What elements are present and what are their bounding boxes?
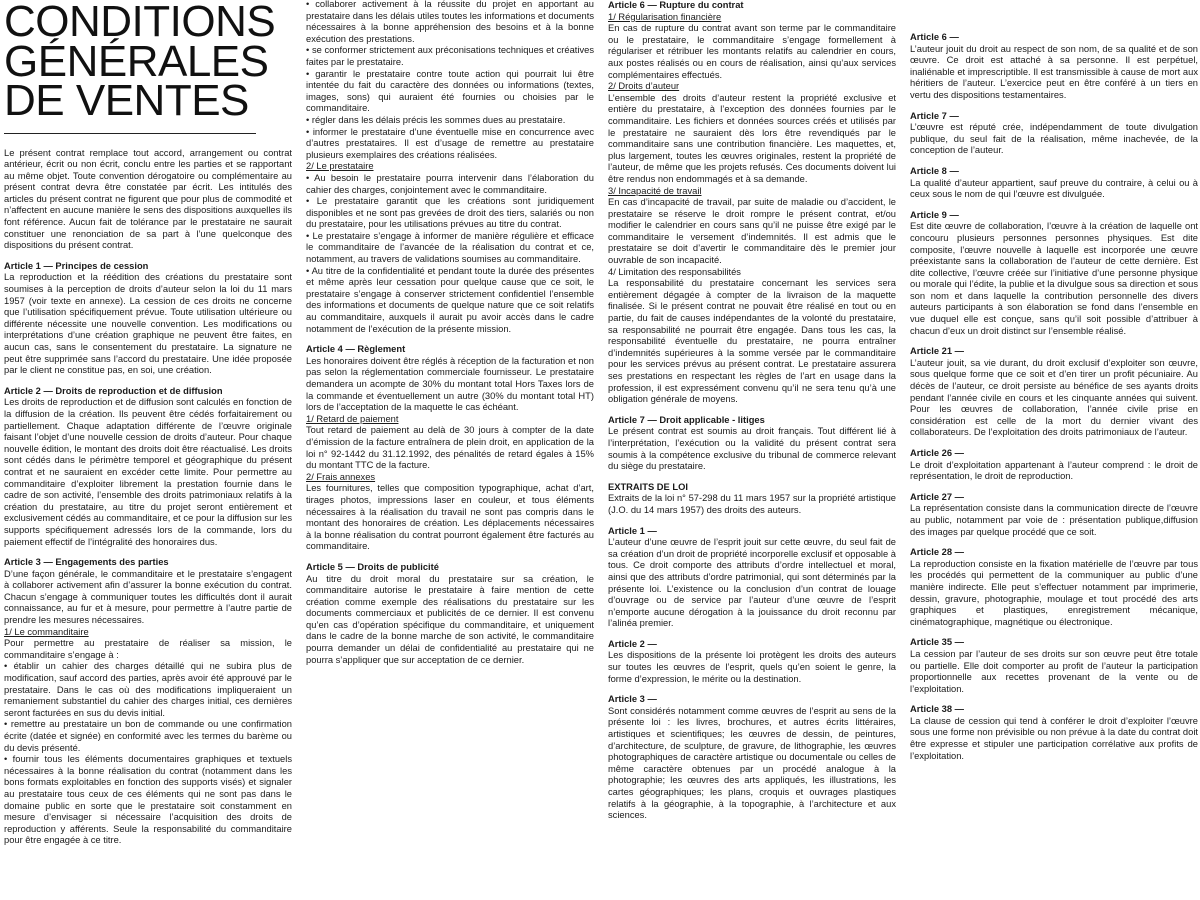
law-article-26-heading: Article 26 — xyxy=(910,448,965,458)
article-6-heading: Article 6 — Rupture du contrat xyxy=(608,0,744,10)
law-article-6-body: L’auteur jouit du droit au respect de son nom, de sa qualité et de son œuvre. Ce droit est attaché à sa personne. Il est perpétuel, inaliénable et imprescriptible. Il est transmissible à cause de mort aux héritiers de l’auteur. L’exercice peut en être conféré à un tiers en vertu des dispositions testamentaires. xyxy=(910,43,1198,100)
law-article-8-body: La qualité d’auteur appartient, sauf preuve du contraire, à celui ou à ceux sous le nom de qui l’œuvre est divulguée. xyxy=(910,177,1198,200)
law-article-1-body: L’auteur d’une œuvre de l’esprit jouit sur cette œuvre, du seul fait de sa création d’un droit de propriété incorporelle exclusif et opposable à tous. Ce droit comporte des attributs d’ordre intellectuel et moral, ainsi que des attributs d’ordre patrimonial, qui sont déterminés par la présente loi. L’existence ou la conclusion d’un contrat de louage d’ouvrage ou de service par l’auteur d’une œuvre de l’esprit n’emporte aucune dérogation à la jouissance du droit reconnu par l’alinéa premier. xyxy=(608,537,896,629)
article-3-bullet-5: • se conformer strictement aux préconisations techniques et créatives faites par le prestataire. xyxy=(306,45,594,67)
law-article-28-heading: Article 28 — xyxy=(910,547,965,558)
article-3-sub-prestataire: 2/ Le prestataire xyxy=(306,161,374,172)
article-3-bullet-1: • établir un cahier des charges détaillé qui ne subira plus de modification, sauf accord des parties, après avoir été approuvé par le prestataire. Dans le cas où des modifications impliqueraient un remaniement substantiel du cahier des charges initial, ces dernières seront facturées en sus du devis initial. xyxy=(4,661,292,718)
article-3-p-bullet-2: • Le prestataire garantit que les créations sont juridiquement disponibles et ne sont pas grevées de droit des tiers, salariés ou non du prestataire, pour les utilisations prévues au titre du contrat. xyxy=(306,196,594,230)
article-1-heading: Article 1 — Principes de cession xyxy=(4,260,149,271)
article-3-bullet-3: • fournir tous les éléments documentaires graphiques et textuels nécessaires à la bonne réalisation du contrat (notamment dans les bons formats exploitables en fonction des supports visés) et signaler au prestataire tous ceux de ces éléments qui ne sont pas dans le domaine public en sorte que le prestataire soit constamment en mesure d’envisager si nécessaire l’acquisition des droits de reproduction y afférents. Seule la responsabilité du commanditaire pour être engagée à ce titre. xyxy=(4,754,292,846)
law-article-9-heading: Article 9 — xyxy=(910,209,959,220)
law-article-9-body: Est dite œuvre de collaboration, l’œuvre à la création de laquelle ont concouru plusieurs personnes personnes physiques. Est dite composite, l’œuvre nouvelle à laquelle est incorporée une œuvre préexistante sans la collaboration de l’auteur de cette dernière. Est dite collective, l’œuvre créée sur l’initiative d’une personne physique ou morale qui l’édite, la publie et la divulgue sous sa direction et sous son nom et dans laquelle la contribution personnelle des divers auteurs participants à son élaboration se fond dans l’ensemble en vue duquel elle est conçue, sans qu’il soit possible d’attribuer à chacun d’eux un droit distinct sur l’ensemble réalisé. xyxy=(910,221,1198,336)
title-rule xyxy=(4,133,256,134)
law-article-27-heading: Article 27 — xyxy=(910,491,965,502)
law-article-21-heading: Article 21 — xyxy=(910,346,965,357)
law-article-35-body: La cession par l’auteur de ses droits sur son œuvre peut être totale ou partielle. Elle doit comporter au profit de l’auteur la participation proportionnelle aux recettes provenant de la vente ou de l’exploitation. xyxy=(910,648,1198,694)
article-7-body: Le présent contrat est soumis au droit français. Tout différent lié à l’interprétation, l’exécution ou la validité du présent contrat sera soumis à la compétence exclusive du tribunal de commerce relevant du siège du prestataire. xyxy=(608,426,896,472)
article-6-body-3: En cas d’incapacité de travail, par suite de maladie ou d’accident, le prestataire se réserve le droit rompre le présent contrat, et/ou modifier le calendrier en cours sans qu’il ne puisse être exigé par le commanditaire le versement d’indemnités. Il est admis que le prestataire se doit d’avertir le commanditaire dès le premier jour ouvrable de son incapacité. xyxy=(608,197,896,266)
law-article-3-heading: Article 3 — xyxy=(608,694,657,705)
law-article-3-body: Sont considérés notamment comme œuvres de l’esprit au sens de la présente loi : les livres, brochures, et autres écrits littéraires, artistiques et scientifiques; les œuvres de dessin, de peintures, d’architecture, de sculpture, de gravure, de lithographie, les œuvres photographiques de caractère artistique ou documentale ou celles de même caractère obtenues par un procédé analogue à la photographie; les œuvres des arts appliqués, les illustrations, les cartes géographiques; les plans, croquis et ouvrages plastiques relatifs à la géographie, à la topographie, à l’architecture et aux sciences. xyxy=(608,705,896,821)
title-line-1: CONDITIONS xyxy=(4,0,276,46)
law-article-2-heading: Article 2 — xyxy=(608,638,657,649)
article-2-heading: Article 2 — Droits de reproduction et de diffusion xyxy=(4,385,223,396)
article-3-sub1-intro: Pour permettre au prestataire de réaliser sa mission, le commanditaire s’engage à : xyxy=(4,638,292,660)
law-article-35-heading: Article 35 — xyxy=(910,637,965,648)
intro-paragraph: Le présent contrat remplace tout accord, arrangement ou contrat antérieur, écrit ou non écrit, conclu entre les parties et se rapportant au même objet. Toute convention dérogatoire ou complémentaire au présent contrat devra être constatée par écrit. Les intitulés des articles du présent contrat ne figurent que pour plus de commodité et n’affectent en aucune manière le sens des dispositions auxquelles ils font référence. Aucun fait de tolérance par le prestataire ne saurait constituer une renonciation de sa part à l’une quelconque des dispositions du présent contrat. xyxy=(4,147,292,251)
article-3-bullet-6: • garantir le prestataire contre toute action qui pourrait lui être intentée du fait du caractère des données ou informations (textes, images, sons) qui auraient été fournies ou choisies par le commanditaire. xyxy=(306,68,594,114)
article-6-body-4: La responsabilité du prestataire concernant les services sera entièrement dégagée à compter de la livraison de la maquette finalisée. Si le présent contrat ne pouvait être réalisé en tout ou en partie, du fait de causes indépendantes de la volonté du prestataire, sa responsabilité ne pourrait être engagée. Dans tous les cas, la responsabilité éventuelle du prestataire, ne pourra entraîner d’indemnités supérieures à la somme versée par le commanditaire pour les services prévus au présent contrat. Le prestataire assurera ses prestations en respectant les règles de l’art en usage dans la profession, il est expressément convenu qu’il ne sera tenu qu’à une obligation générale de moyens. xyxy=(608,278,896,405)
law-article-21-body: L’auteur jouit, sa vie durant, du droit exclusif d’exploiter son œuvre, sous quelque forme que ce soit et d’en tirer un profit pécuniaire. Au décès de l’auteur, ce droit persiste au bénéfice de ses ayants droits pendant l’année civile en cours et les cinquante années qui suivent. Pour les œuvres de collaboration, l’année civile prise en considération est celle de la mort du dernier vivant des collaborateurs. De l’exploitation des droits patrimoniaux de l’auteur. xyxy=(910,357,1198,438)
article-1-body: La reproduction et la réédition des créations du prestataire sont soumises à la perception de droits d’auteur selon la loi du 11 mars 1957 (voir texte en annexe). La cession de ces droits ne concerne que l’utilisation spécifiquement prévue. Toute utilisation ultérieure ou différente nécessite une nouvelle convention. Les modifications ou interprétations d’une création graphique ne peuvent être faites, en aucun cas, sans le consentement du prestataire. La signature ne peut être supprimée sans l’accord du prestataire. Une idée proposée par le client ne constitue pas, en soi, une création. xyxy=(4,272,292,376)
article-4-body-3: Les fournitures, telles que composition typographique, achat d’art, tirages photos, impressions laser en couleur, et tous éléments nécessaires à la réalisation du travail ne sont pas compris dans le montant des honoraires de création. Les déplacements nécessaires à la bonne réalisation du contrat pourront également être facturés au commanditaire. xyxy=(306,483,594,552)
law-article-7-body: L’œuvre est réputé crée, indépendamment de toute divulgation publique, du seul fait de la réalisation, même inachevée, de la conception de l’auteur. xyxy=(910,122,1198,156)
article-2-body: Les droits de reproduction et de diffusion sont calculés en fonction de la diffusion de la création. Ils peuvent être cédés forfaitairement ou partiellement. Chaque adaptation différente de l’œuvre originale faisant l’objet d’une nouvelle cession de droits d’auteur. Pour chaque nouvelle édition, le montant des droits doit être réactualisé. Les droits sont cédés dans le périmètre temporel et géographique du présent contrat et ne sauraient en excéder cette limite. Pour permettre au commanditaire d’exploiter librement la prestation fournie dans le cadre de son activité, l’ensemble des droits patrimoniaux relatifs à la création du prestataire, au titre du projet seront entièrement et exclusivement cédés au commanditaire, et ce pour la diffusion sur les supports spécifiquement adressés lors de la commande, lors du paiement effectif de l’intégralité des honoraires dus. xyxy=(4,397,292,547)
law-article-1-heading: Article 1 — xyxy=(608,525,657,536)
law-article-27-body: La représentation consiste dans la communication directe de l’œuvre au public, notamment par voie de : présentation publique,diffusion des images par quelque procédé que ce soit. xyxy=(910,503,1198,537)
article-3-bullet-2: • remettre au prestataire un bon de commande ou une confirmation écrite (datée et signée) en conformité avec les termes du barème ou du devis présenté. xyxy=(4,719,292,753)
article-6-sub-droits: 2/ Droits d’auteur xyxy=(608,81,680,92)
law-article-2-body: Les dispositions de la présente loi protègent les droits des auteurs sur toutes les œuvres de l’esprit, quels qu’en soient le genre, la forme d’expression, le mérite ou la destination. xyxy=(608,650,896,684)
article-3-sub-commanditaire: 1/ Le commanditaire xyxy=(4,626,89,637)
law-article-7-heading: Article 7 — xyxy=(910,110,959,121)
article-6-body-2: L’ensemble des droits d’auteur restent la propriété exclusive et entière du prestataire, à l’exception des données fournies par le commanditaire. Les fichiers et données sources créés et utilisés par le prestataire ne sauraient dès lors être revendiqués par le commanditaire sans une contribution financière. Les maquettes, et, plus largement, toutes les œuvres originales, restent la propriété de l’auteur, de même que les projets refusés. Ces documents doivent lui être rendus non endommagés et à sa demande. xyxy=(608,92,896,184)
article-3-p-bullet-3: • Le prestataire s’engage à informer de manière régulière et efficace le commanditaire de l’avancée de la réalisation du contrat et ce, notamment, au travers de validations soumises au commanditaire. xyxy=(306,230,594,265)
article-6-sub-incapacite: 3/ Incapacité de travail xyxy=(608,185,702,196)
article-6-sub-regularisation: 1/ Régularisation financière xyxy=(608,11,722,22)
article-3-heading: Article 3 — Engagements des parties xyxy=(4,557,169,568)
article-5-body: Au titre du droit moral du prestataire sur sa création, le commanditaire autorise le prestataire à faire mention de cette création comme exemple des réalisations du prestataire sur les documents commerciaux et publicités de ce dernier. Il est convenu qu’en cas d’opération spécifique du commanditaire, et uniquement dans le cadre de la bonne marche de son activité, le commanditaire pourra demander un délai de confidentialité au prestataire qui ne pourra s’appliquer que sur acceptation de ce dernier. xyxy=(306,573,594,665)
article-4-heading: Article 4 — Règlement xyxy=(306,344,406,355)
column-4 xyxy=(910,0,1198,900)
article-3-bullet-8: • informer le prestataire d’une éventuelle mise en concurrence avec d’autres prestataires. Il est d’usage de remettre au prestataire plusieurs exemplaires des créations réalisées. xyxy=(306,126,594,160)
article-6-body-1: En cas de rupture du contrat avant son terme par le commanditaire ou le prestataire, le commanditaire s’engage formellement à régulariser et rétribuer les montants relatifs au calendrier en cours, aux postes réalisés ou en cours de réalisation, ainsi qu’aux services complémentaires effectués. xyxy=(608,23,896,80)
article-4-sub-retard: 1/ Retard de paiement xyxy=(306,413,399,424)
title-line-3: DE VENTES xyxy=(4,76,249,125)
column-1 xyxy=(4,0,292,900)
article-3-p-bullet-4: • Au titre de la confidentialité et pendant toute la durée des présentes et même après leur cessation pour quelque cause que ce soit, le prestataire s’engage à conserver strictement confidentiel l’ensemble des informations et documents de quelque nature que ce soit relatifs au commanditaire, auxquels il aurait pu avoir accès dans le cadre notamment de l’exécution de la présente mission. xyxy=(306,265,594,334)
article-3-body: D’une façon générale, le commanditaire et le prestataire s’engagent à collaborer activement afin d’assurer la bonne exécution du contrat. Chacun s’engage à communiquer toutes les difficultés dont il aurait connaissance, au fur et à mesure, pour permettre à l’autre partie de prendre les mesures nécessaires. xyxy=(4,568,292,626)
extraits-body: Extraits de la loi n° 57-298 du 11 mars 1957 sur la propriété artistique (J.O. du 14 mars 1957) des droits des auteurs. xyxy=(608,493,896,515)
law-article-6-heading: Article 6 — xyxy=(910,32,959,42)
law-article-38-heading: Article 38 — xyxy=(910,704,965,715)
extraits-heading: EXTRAITS DE LOI xyxy=(608,481,688,492)
article-3-p-bullet-1: • Au besoin le prestataire pourra intervenir dans l’élaboration du cahier des charges, conjointement avec le commanditaire. xyxy=(306,172,594,195)
article-4-body-2: Tout retard de paiement au delà de 30 jours à compter de la date d’émission de la facture entraînera de plein droit, en application de la loi n° 92-1442 du 31.12.1992, des pénalités de retard égales à 15% du montant TTC de la facture. xyxy=(306,425,594,471)
page-title xyxy=(4,0,292,125)
column-2 xyxy=(306,0,594,900)
article-4-sub-frais: 2/ Frais annexes xyxy=(306,471,376,482)
column-3 xyxy=(608,0,896,900)
article-3-bullet-4: • collaborer activement à la réussite du projet en apportant au prestataire dans les délais utiles toutes les informations et documents nécessaires à la bonne appréhension des besoins et à la bonne exécution des prestations. xyxy=(306,0,594,44)
law-article-28-body: La reproduction consiste en la fixation matérielle de l’œuvre par tous les procédés qui permettent de la communiquer au public d’une manière indirecte. Elle peut s’effectuer notamment par imprimerie, dessin, gravure, photographie, moulage et tout procédé des arts graphiques et plastiques, enregistrement mécanique, cinématographique, magnétique ou électronique. xyxy=(910,558,1198,627)
article-4-body: Les honoraires doivent être réglés à réception de la facturation et non pas selon la réglementation commerciale fournisseur. Le prestataire demandera un acompte de 30% du montant total Hors Taxes lors de la commande et éventuellement un autre (30% du montant total HT) lors de l’acceptation de la maquette le cas échéant. xyxy=(306,355,594,413)
law-article-26-body: Le droit d’exploitation appartenant à l’auteur comprend : le droit de représentation, le droit de reproduction. xyxy=(910,459,1198,482)
article-7-heading: Article 7 — Droit applicable - litiges xyxy=(608,414,765,425)
law-article-8-heading: Article 8 — xyxy=(910,165,959,176)
law-article-38-body: La clause de cession qui tend à conférer le droit d’exploiter l’œuvre sous une forme non prévisible ou non prévue à la date du contrat doit être expresse et stipuler une participation corrélative aux profits de l’exploitation. xyxy=(910,715,1198,761)
article-5-heading: Article 5 — Droits de publicité xyxy=(306,561,439,572)
article-6-sub-limitation: 4/ Limitation des responsabilités xyxy=(608,266,741,277)
article-3-bullet-7: • régler dans les délais précis les sommes dues au prestataire. xyxy=(306,114,566,125)
title-line-2: GÉNÉRALES xyxy=(4,36,269,86)
